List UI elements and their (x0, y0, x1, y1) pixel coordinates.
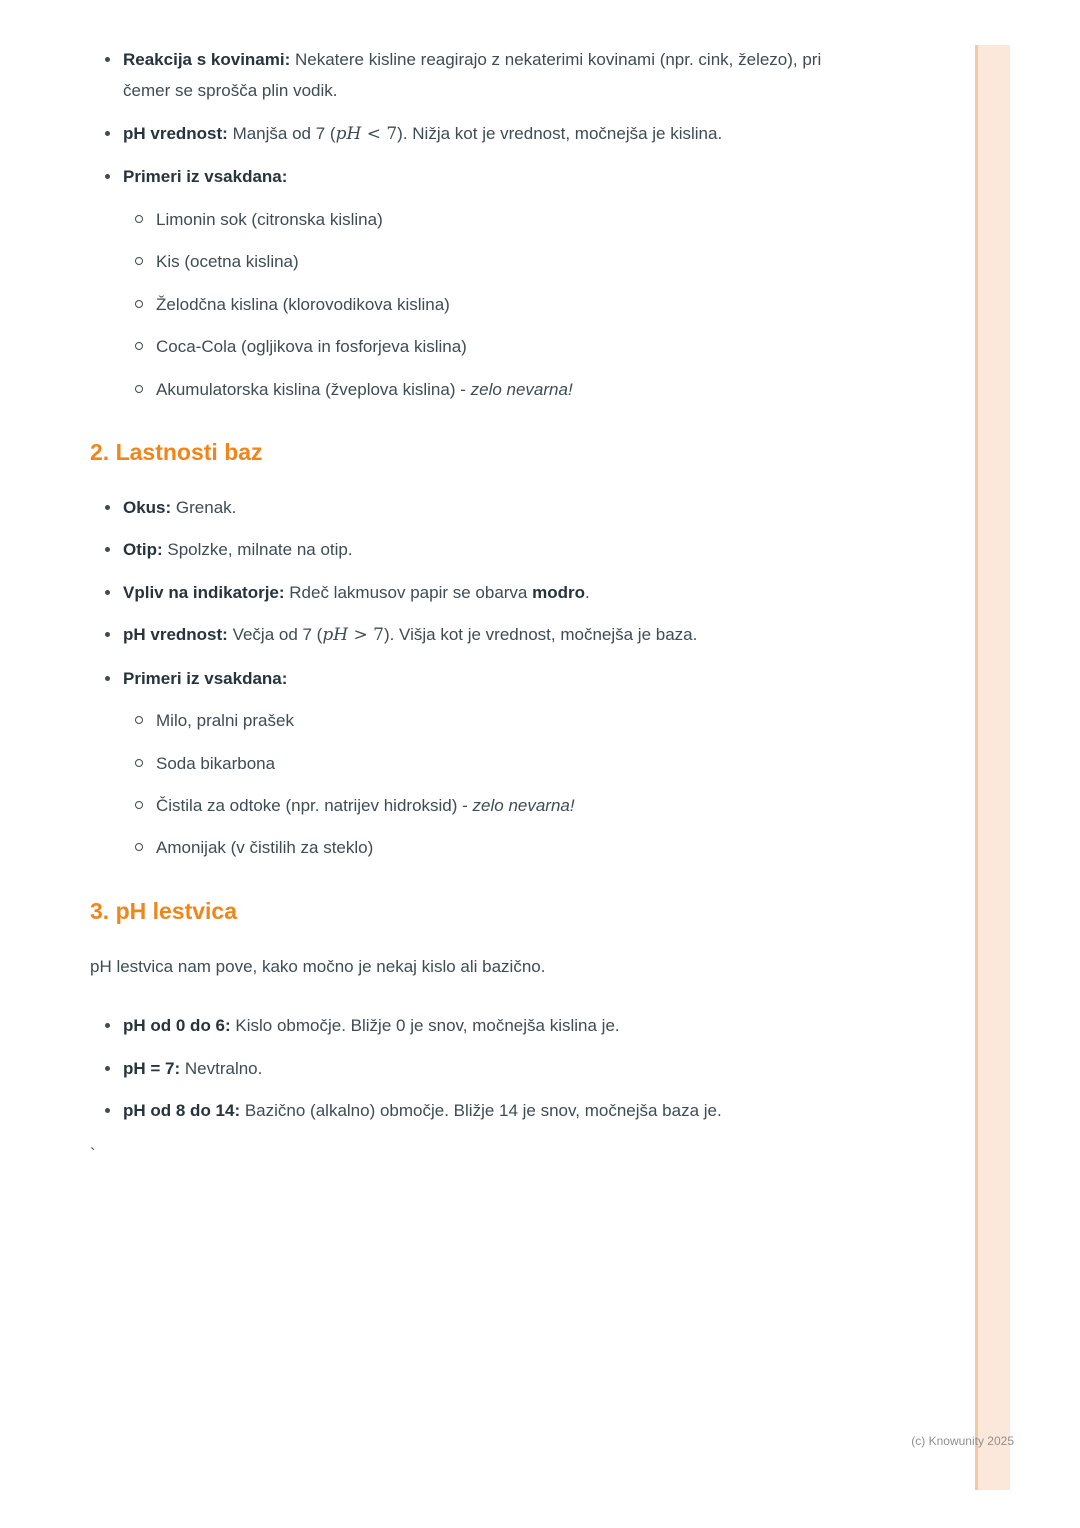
bold-text: pH od 8 do 14: (123, 1101, 241, 1121)
text: Večja od 7 ( (227, 625, 323, 645)
bold-text: Primeri iz vsakdana: (123, 167, 288, 187)
text: Želodčna kislina (klorovodikova kislina) (156, 294, 450, 314)
bold-text: modro (532, 582, 585, 602)
math-variable: pH (335, 123, 362, 144)
list-item (90, 534, 845, 565)
sub-list-item (123, 374, 845, 405)
list-item (90, 663, 845, 694)
list-item (90, 161, 845, 192)
section-heading: 3. pH lestvica (90, 897, 238, 924)
sub-list-item (123, 790, 845, 821)
list-item (90, 619, 845, 651)
sub-list-item (123, 748, 845, 779)
text: Kis (ocetna kislina) (156, 252, 299, 272)
stray-character: ` (90, 1144, 96, 1164)
text: Nevtralno. (180, 1058, 263, 1078)
italic-text: zelo nevarna! (470, 379, 573, 399)
text: Čistila za odtoke (npr. natrijev hidroksid) - (156, 796, 473, 815)
decorative-stripe (975, 45, 1010, 1490)
bold-text: pH = 7: (123, 1058, 181, 1078)
text: Nekatere kisline reagirajo z nekaterimi kovinami (npr. cink, železo), pri čemer se sprošča plin vodik. (123, 50, 822, 101)
footer-credit: (c) Knowunity 2025 (911, 1434, 1014, 1448)
math-text: > 7 (348, 625, 384, 646)
text: Bazično (alkalno) območje. Bližje 14 je snov, močnejša baza je. (240, 1101, 722, 1121)
bullet-list (90, 44, 845, 405)
sub-list-item (123, 331, 845, 362)
text: Manjša od 7 ( (227, 123, 336, 143)
list-item (90, 492, 845, 523)
list-item (90, 1053, 845, 1084)
bold-text: Vpliv na indikatorje: (123, 582, 285, 602)
sub-list-item (123, 832, 845, 863)
bold-text: pH od 0 do 6: (123, 1016, 231, 1036)
list-item (90, 577, 845, 608)
sub-list-item (123, 705, 845, 736)
sub-list-item (123, 246, 845, 277)
italic-text: zelo nevarna! (472, 796, 575, 815)
text: . (585, 582, 590, 602)
text: Limonin sok (citronska kislina) (156, 209, 383, 229)
text: Amonijak (v čistilih za steklo) (156, 838, 374, 858)
bold-text: pH vrednost: (123, 123, 228, 143)
list-item (90, 44, 845, 107)
bullet-list (90, 492, 845, 864)
text: Milo, pralni prašek (156, 711, 294, 731)
text: Spolzke, milnate na otip. (162, 540, 353, 560)
bold-text: Okus: (123, 497, 172, 517)
math-text: < 7 (361, 123, 398, 144)
text: Kislo območje. Bližje 0 je snov, močnejša kislina je. (230, 1016, 620, 1036)
paragraph: pH lestvica nam pove, kako močno je nekaj kislo ali bazično. (90, 956, 546, 976)
sub-list-item (123, 204, 845, 235)
text: ). Nižja kot je vrednost, močnejša je kislina. (397, 123, 723, 143)
bullet-list (90, 1010, 845, 1126)
text: ). Višja kot je vrednost, močnejša je baza. (383, 625, 698, 645)
list-item (90, 1095, 845, 1126)
bold-text: Otip: (123, 540, 163, 560)
bold-text: Reakcija s kovinami: (123, 50, 291, 69)
list-item (90, 118, 845, 150)
document-content (90, 44, 845, 1170)
section-heading: 2. Lastnosti baz (90, 438, 263, 465)
list-item (90, 1010, 845, 1041)
bold-text: Primeri iz vsakdana: (123, 668, 288, 688)
text: Coca-Cola (ogljikova in fosforjeva kislina) (156, 337, 467, 357)
text: Akumulatorska kislina (žveplova kislina) - (156, 379, 471, 399)
text: Soda bikarbona (156, 753, 276, 773)
sub-list-item (123, 289, 845, 320)
text: Grenak. (171, 497, 237, 517)
math-variable: pH (322, 625, 349, 646)
bold-text: pH vrednost: (123, 625, 228, 645)
text: Rdeč lakmusov papir se obarva (284, 582, 533, 602)
